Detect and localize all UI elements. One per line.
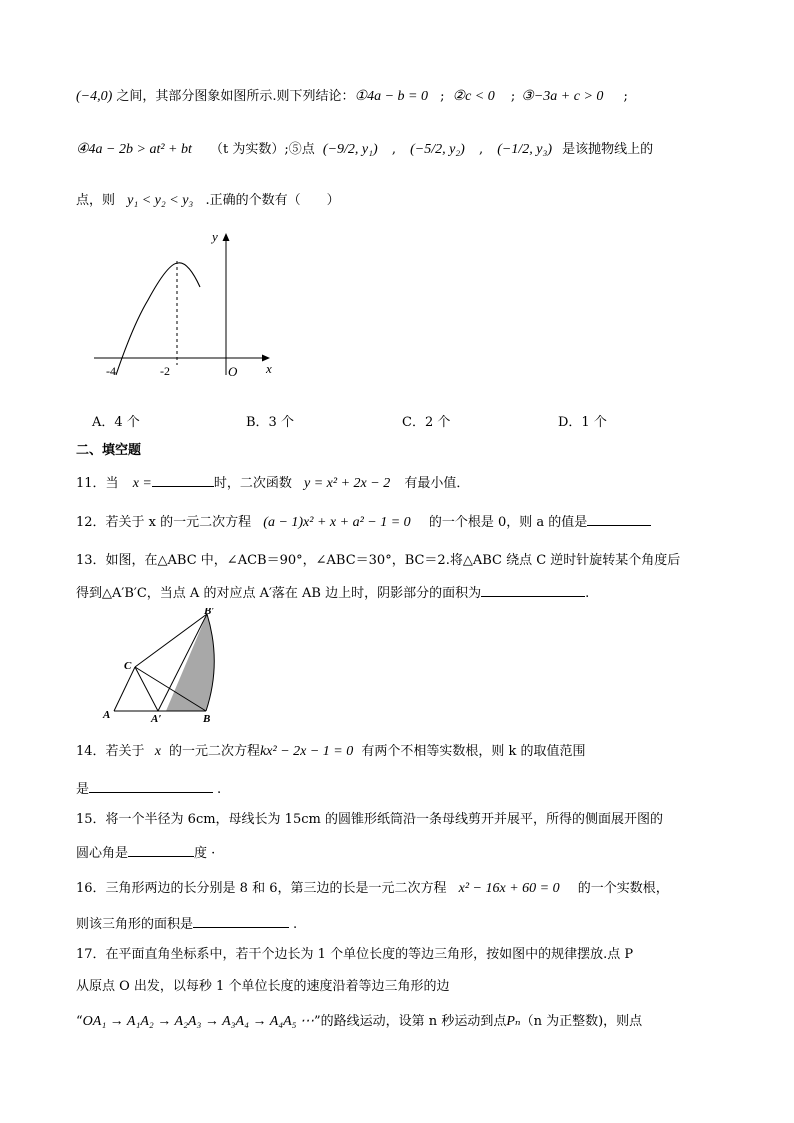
q16-prefix: 16．三角形两边的长分别是 8 和 6，第三边的长是一元二次方程: [76, 881, 447, 896]
q10-line-3-prefix: 点，则: [76, 193, 116, 208]
q10-order-statement: y₁ < y₂ < y₃: [127, 193, 194, 208]
q11-x-equals: x =: [132, 476, 152, 491]
q12-prefix: 12．若关于 x 的一元二次方程: [76, 515, 252, 530]
q10-point-3: (−1/2, y₃): [497, 142, 553, 157]
q10-point-1: (−9/2, y₁): [322, 142, 378, 157]
q14-line-1: [76, 742, 586, 762]
q11: [76, 472, 469, 494]
parabola-graph: [88, 225, 278, 385]
shaded-region: [166, 614, 214, 711]
q10-conclusion-1: ①4a − b = 0: [354, 89, 428, 104]
q14-line-2: [76, 778, 221, 800]
q16-line-2-prefix: 则该三角形的面积是: [76, 917, 194, 932]
q13-line-2-end: .: [585, 586, 590, 601]
q16-line-2: [76, 913, 297, 935]
q10-point-range: (−4,0): [76, 89, 113, 104]
q15-line-1: 15．将一个半径为 6cm，母线长为 15cm 的圆锥形纸筒沿一条母线剪开并展平，所得的侧面展开图的: [76, 812, 663, 827]
q14-line-2-prefix: 是: [76, 782, 90, 797]
section-fill-in-title: 二、填空题: [76, 443, 142, 458]
q14-middle: 的一元二次方程: [169, 744, 261, 759]
q14-suffix: 有两个不相等实数根，则 k 的取值范围: [361, 744, 586, 759]
q10-option-c: C．2 个: [402, 415, 451, 430]
q10-line-2-end: 是该抛物线上的: [562, 142, 654, 157]
q10-option-b: B．3 个: [246, 415, 294, 430]
q10-question: .正确的个数有（ ）: [205, 193, 340, 208]
q17-point-pn: Pₙ: [506, 1014, 521, 1029]
graph-y-label: y: [212, 229, 218, 244]
q10-option-a: A．4 个: [92, 415, 140, 430]
label-b: B: [203, 713, 211, 725]
triangle-rotation-figure: [96, 608, 236, 726]
q10-point-2: (−5/2, y₂): [410, 142, 465, 157]
q15-line-2: [76, 842, 215, 864]
q10-conclusion-5-prefix: ⑤点: [288, 142, 315, 157]
graph-y-arrow: [223, 233, 230, 241]
q16-line-1: [76, 879, 669, 899]
q10-line-1: (−4,0) 之间，其部分图象如图所示.则下列结论：①4a − b = 0 ; ②c < 0 ; ③−3a + c > 0 ;: [76, 89, 628, 104]
q10-conclusion-4-note: （t 为实数）;: [210, 142, 289, 157]
graph-tick-neg2: -2: [160, 364, 170, 378]
q14-equation: kx² − 2x − 1 = 0: [260, 744, 354, 759]
q11-middle: 时，二次函数: [213, 476, 292, 491]
q17-middle: ”的路线运动，设第 n 秒运动到点: [314, 1014, 507, 1029]
label-a-prime: A′: [151, 713, 162, 725]
q10-option-d: D．1 个: [558, 415, 607, 430]
q12-suffix: 的一个根是 0，则 a 的值是: [428, 515, 588, 530]
q17-suffix: （n 为正整数)，则点: [520, 1014, 643, 1029]
q16-suffix: 的一个实数根，: [577, 881, 669, 896]
q14-line-2-end: .: [217, 782, 222, 797]
q17-line-2: 从原点 O 出发，以每秒 1 个单位长度的速度沿着等边三角形的边: [76, 979, 450, 994]
q13-answer-blank[interactable]: [481, 582, 585, 597]
graph-origin-label: O: [228, 364, 238, 379]
graph-tick-neg4: -4: [106, 364, 116, 378]
q17-line-3: [76, 1012, 642, 1032]
q11-prefix: 11．当: [76, 476, 119, 491]
q17-path: OA₁ → A₁A₂ → A₂A₃ → A₃A₄ → A₄A₅ ⋯: [82, 1014, 315, 1029]
q14-answer-blank[interactable]: [89, 778, 213, 793]
q10-conclusion-4: ④4a − 2b > at² + bt: [76, 142, 192, 157]
q13-line-2: [76, 582, 589, 604]
q10-line-2: ④4a − 2b > at² + bt （t 为实数）;⑤点 (−9/2, y₁) , (−5/2, y₂) , (−1/2, y₃) 是该抛物线上的: [76, 142, 654, 157]
q10-conclusion-2: ②c < 0: [452, 89, 495, 104]
q10-conclusion-3: ③−3a + c > 0: [521, 89, 604, 104]
q13-line-2-text: 得到△A′B′C，当点 A 的对应点 A′落在 AB 边上时，阴影部分的面积为: [76, 586, 482, 601]
q10-intro-text: 之间，其部分图象如图所示.则下列结论：: [112, 89, 355, 104]
q12-equation: (a − 1)x² + x + a² − 1 = 0: [263, 515, 411, 530]
q15-line-2-suffix: 度 ·: [194, 846, 216, 861]
q15-answer-blank[interactable]: [128, 842, 194, 857]
label-b-prime: B′: [204, 608, 215, 617]
label-a: A: [103, 709, 111, 721]
graph-x-label: x: [266, 361, 272, 376]
q11-suffix: 有最小值．: [404, 476, 470, 491]
q11-answer-blank[interactable]: [152, 472, 214, 487]
q12: [76, 511, 651, 533]
q14-prefix: 14．若关于: [76, 744, 145, 759]
q10-line-3: [76, 191, 340, 211]
q17-line-1: 17．在平面直角坐标系中，若干个边长为 1 个单位长度的等边三角形，按如图中的规律摆放.点 P: [76, 947, 634, 962]
q16-line-2-end: .: [293, 917, 298, 932]
q13-line-1: 13．如图，在△ABC 中，∠ACB＝90°，∠ABC＝30°，BC＝2.将△ABC 绕点 C 逆时针旋转某个角度后: [76, 553, 681, 568]
q12-answer-blank[interactable]: [587, 511, 651, 526]
q15-line-2-prefix: 圆心角是: [76, 846, 129, 861]
q16-answer-blank[interactable]: [193, 913, 289, 928]
segment-ca: [114, 667, 135, 711]
q11-function: y = x² + 2x − 2: [304, 476, 391, 491]
q17-open-quote: “: [76, 1014, 83, 1029]
q14-x: x: [154, 744, 161, 759]
q16-equation: x² − 16x + 60 = 0: [458, 881, 560, 896]
label-c: C: [124, 660, 132, 672]
